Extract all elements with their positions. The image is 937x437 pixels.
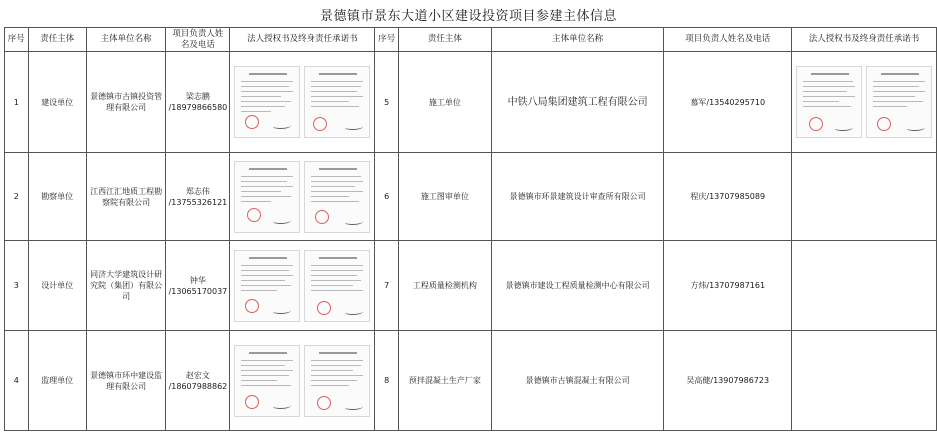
contact-cell (664, 52, 792, 153)
responsibility-role: 工程质量检测机构 (399, 241, 492, 331)
table-row (5, 331, 937, 431)
col-header-contact-2: 项目负责人姓名及电话 (664, 28, 792, 52)
authorization-scan-image[interactable] (232, 250, 372, 322)
manager-phone: /13707987161 (706, 281, 766, 290)
authorization-doc-cell (230, 331, 375, 431)
manager-name: 郑志伟 (185, 186, 210, 196)
organization-name: 景德镇市建设工程质量检测中心有限公司 (491, 241, 664, 331)
manager-phone: /13907986723 (710, 376, 770, 385)
manager-name: 吴高健 (686, 376, 711, 385)
manager-phone: /18979866580 (168, 103, 228, 112)
responsibility-role: 建设单位 (28, 52, 86, 153)
row-number: 1 (5, 52, 29, 153)
manager-name: 钟华 (189, 275, 206, 285)
row-number: 3 (5, 241, 29, 331)
col-header-org-2: 主体单位名称 (491, 28, 664, 52)
authorization-scan-image[interactable] (232, 345, 372, 417)
col-header-role: 责任主体 (28, 28, 86, 52)
authorization-doc-cell (791, 331, 936, 431)
contact-cell (166, 153, 230, 241)
responsibility-role: 施工单位 (399, 52, 492, 153)
contact-cell (166, 241, 230, 331)
manager-name: 慕军 (690, 97, 707, 107)
header-row (5, 28, 937, 52)
participants-table (4, 27, 937, 431)
responsibility-role: 施工图审单位 (399, 153, 492, 241)
manager-phone: /13540295710 (706, 97, 766, 107)
contact-cell (166, 331, 230, 431)
table-row (5, 153, 937, 241)
row-number: 5 (375, 52, 399, 153)
col-header-docs-2: 法人授权书及终身责任承诺书 (791, 28, 936, 52)
page-title: 景德镇市景东大道小区建设投资项目参建主体信息 (319, 9, 617, 24)
organization-name: 江西江汇地质工程勘察院有限公司 (86, 153, 166, 241)
organization-name: 中铁八局集团建筑工程有限公司 (491, 52, 664, 153)
manager-phone: /13755326121 (168, 197, 228, 207)
manager-phone: /18607988862 (168, 381, 228, 391)
authorization-doc-cell (230, 241, 375, 331)
responsibility-role: 监理单位 (28, 331, 86, 431)
manager-name: 方炜 (690, 281, 707, 290)
col-header-docs: 法人授权书及终身责任承诺书 (230, 28, 375, 52)
manager-phone: /13707985089 (706, 192, 766, 201)
contact-cell (166, 52, 230, 153)
authorization-doc-cell (230, 153, 375, 241)
manager-phone: /13065170037 (168, 286, 228, 296)
row-number: 6 (375, 153, 399, 241)
col-header-no: 序号 (5, 28, 29, 52)
col-header-role-2: 责任主体 (399, 28, 492, 52)
organization-name: 同济大学建筑设计研究院（集团）有限公司 (86, 241, 166, 331)
row-number: 7 (375, 241, 399, 331)
authorization-doc-cell (230, 52, 375, 153)
organization-name: 景德镇市环景建筑设计审查所有限公司 (491, 153, 664, 241)
manager-name: 梁志鹏 (185, 92, 210, 101)
authorization-scan-image[interactable] (232, 66, 372, 138)
table-row (5, 241, 937, 331)
manager-name: 程庆 (690, 192, 707, 201)
col-header-contact: 项目负责人姓名及电话 (166, 28, 230, 52)
manager-name: 赵宏文 (185, 370, 210, 380)
row-number: 8 (375, 331, 399, 431)
authorization-scan-image[interactable] (794, 66, 934, 138)
authorization-scan-image[interactable] (232, 161, 372, 233)
responsibility-role: 勘察单位 (28, 153, 86, 241)
organization-name: 景德镇市环中建设监理有限公司 (86, 331, 166, 431)
authorization-doc-cell (791, 241, 936, 331)
col-header-no-2: 序号 (375, 28, 399, 52)
responsibility-role: 设计单位 (28, 241, 86, 331)
table-row (5, 52, 937, 153)
contact-cell (664, 331, 792, 431)
contact-cell (664, 153, 792, 241)
contact-cell (664, 241, 792, 331)
authorization-doc-cell (791, 153, 936, 241)
responsibility-role: 预拌混凝土生产厂家 (399, 331, 492, 431)
authorization-doc-cell (791, 52, 936, 153)
organization-name: 景德镇市古镇投资管理有限公司 (86, 52, 166, 153)
row-number: 2 (5, 153, 29, 241)
organization-name: 景德镇市古镇混凝土有限公司 (491, 331, 664, 431)
col-header-org: 主体单位名称 (86, 28, 166, 52)
row-number: 4 (5, 331, 29, 431)
